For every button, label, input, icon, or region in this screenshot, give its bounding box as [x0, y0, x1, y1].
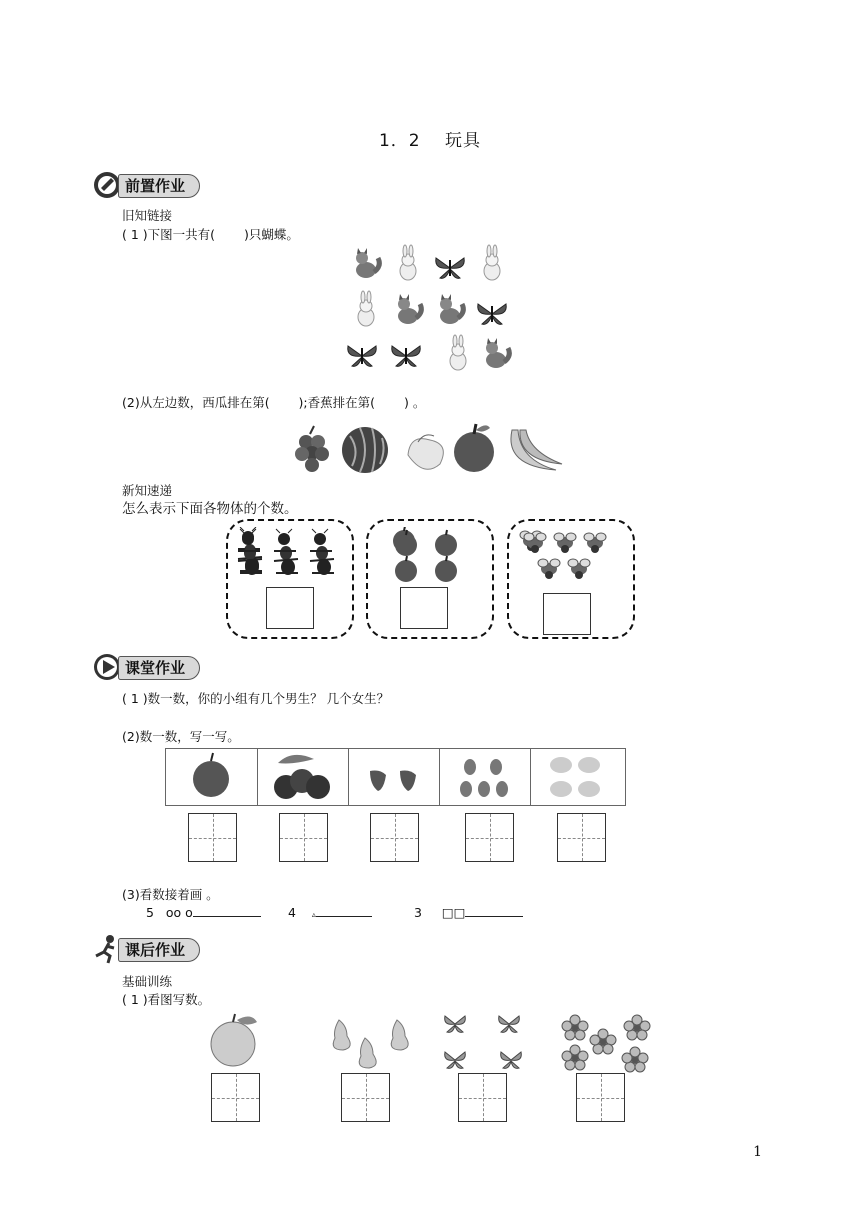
answer-line[interactable]: [316, 904, 372, 917]
strawberry-icon: [370, 771, 416, 792]
question-fruit-order: (2)从左边数，西瓜排在第( );香蕉排在第( ) 。: [122, 395, 426, 410]
section-badge-after: [92, 934, 222, 964]
bee-icon: [519, 527, 619, 583]
answer-cell[interactable]: [458, 1073, 507, 1122]
butterfly-icon: [348, 346, 376, 366]
group-apples: [366, 519, 494, 639]
fox-icon: [398, 294, 421, 324]
draw-shapes: □□: [441, 905, 466, 920]
count-pictures: [205, 1008, 675, 1074]
table-fruits: [166, 749, 625, 805]
banana-icon: [511, 430, 562, 470]
butterfly-icon: [392, 346, 420, 366]
fox-icon: [440, 294, 463, 324]
draw-shapes: ▵: [311, 910, 316, 919]
fox-icon: [356, 248, 379, 278]
group-bees: [507, 519, 635, 639]
answer-cell[interactable]: [465, 813, 514, 862]
pear-icon: [460, 759, 508, 797]
answer-cell[interactable]: [211, 1073, 260, 1122]
new-heading: 新知速递: [122, 483, 173, 498]
fruit-row: [290, 420, 570, 480]
section-badge-pre: [92, 170, 222, 200]
draw-item-1: [146, 904, 261, 921]
draw-number: 3: [414, 905, 422, 920]
draw-item-3: [414, 904, 523, 921]
apple-icon: [454, 424, 494, 472]
apple-icon: [211, 1014, 257, 1066]
draw-number: 5: [146, 905, 154, 920]
answer-cell[interactable]: [557, 813, 606, 862]
butterfly-icon: [478, 304, 506, 324]
cherry-icon: [274, 755, 330, 799]
question-draw: (3)看数接着画 。: [122, 887, 219, 902]
flower-icon: [562, 1015, 650, 1072]
draw-shapes: oo o: [165, 905, 193, 920]
fox-icon: [486, 338, 509, 368]
question-butterflies: ( 1 )下图一共有( )只蝴蝶。: [122, 227, 299, 242]
answer-cell[interactable]: [370, 813, 419, 862]
rabbit-icon: [358, 291, 374, 326]
answer-line[interactable]: [193, 904, 261, 917]
section-label: 前置作业: [118, 174, 200, 198]
rabbit-icon: [450, 335, 466, 370]
butterfly-icon: [445, 1016, 522, 1068]
answer-cell[interactable]: [188, 813, 237, 862]
question-count-write: (2)数一数，写一写。: [122, 729, 240, 744]
answer-box[interactable]: [543, 593, 591, 635]
peach-icon: [408, 435, 443, 469]
rabbit-icon: [400, 245, 416, 280]
section-label: 课堂作业: [118, 656, 200, 680]
animal-grid: [340, 240, 520, 380]
fruit-table: [165, 748, 626, 806]
answer-line[interactable]: [465, 904, 523, 917]
section-label: 课后作业: [118, 938, 200, 962]
review-heading: 旧知链接: [122, 208, 173, 223]
answer-cell[interactable]: [576, 1073, 625, 1122]
ant-icon: [234, 527, 346, 579]
butterfly-icon: [436, 258, 464, 278]
answer-box[interactable]: [266, 587, 314, 629]
answer-box[interactable]: [400, 587, 448, 629]
page-number: 1: [753, 1144, 762, 1160]
answer-cell[interactable]: [341, 1073, 390, 1122]
answer-cell[interactable]: [279, 813, 328, 862]
lemon-icon: [550, 757, 600, 797]
practice-heading: 基础训练: [122, 974, 173, 989]
rabbit-icon: [484, 245, 500, 280]
draw-item-2: [288, 904, 372, 923]
apple-icon: [193, 753, 229, 797]
question-represent-count: 怎么表示下面各物体的个数。: [122, 501, 298, 517]
section-badge-class: [92, 652, 222, 682]
watermelon-icon: [342, 427, 388, 473]
grapes-icon: [295, 426, 329, 472]
apple-icon: [390, 527, 470, 583]
draw-number: 4: [288, 905, 296, 920]
question-group-count: ( 1 )数一数，你的小组有几个男生？ 几个女生？: [122, 691, 390, 706]
group-ants: [226, 519, 354, 639]
page-title: 1．2 玩具: [378, 131, 482, 151]
pear-icon: [333, 1020, 408, 1068]
question-look-write: ( 1 )看图写数。: [122, 992, 211, 1007]
